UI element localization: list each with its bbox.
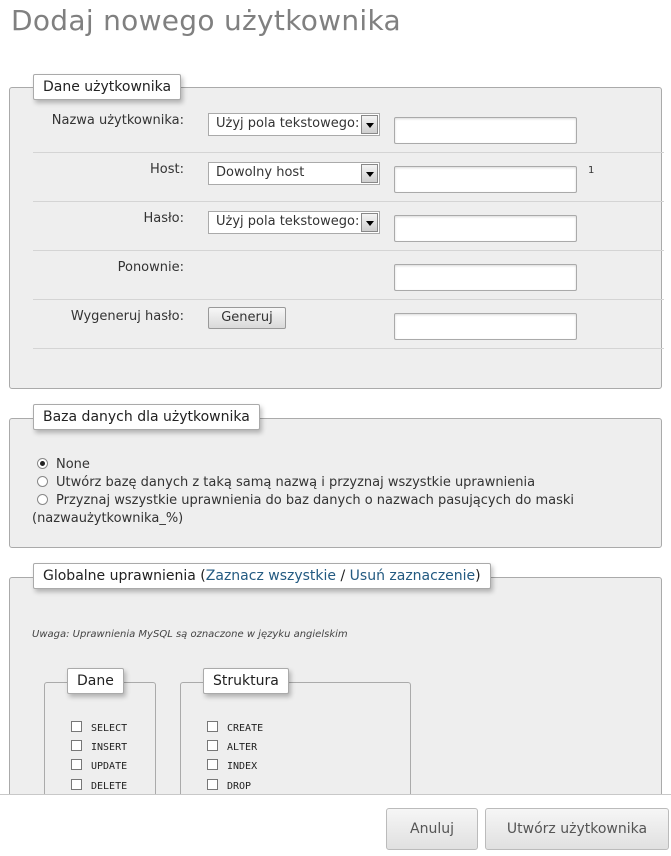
password-input[interactable] — [394, 215, 577, 242]
generate-row — [33, 300, 664, 349]
checkbox-icon[interactable] — [207, 759, 218, 770]
database-fieldset — [9, 418, 662, 548]
generate-label: Wygeneruj hasło: — [70, 309, 184, 324]
checkbox-icon[interactable] — [71, 740, 82, 751]
user-data-legend: Dane użytkownika — [33, 74, 181, 100]
structure-privileges-group — [180, 682, 411, 812]
db-option-grant-mask[interactable]: Przyznaj wszystkie uprawnienia do baz danych o nazwach pasujących do maski — [37, 493, 574, 508]
username-label: Nazwa użytkownika: — [51, 113, 184, 128]
privilege-update[interactable]: UPDATE — [71, 759, 127, 772]
privilege-select[interactable]: SELECT — [71, 721, 127, 734]
host-label: Host: — [150, 162, 184, 177]
host-row — [33, 153, 664, 202]
checkbox-icon[interactable] — [207, 779, 218, 790]
privileges-fieldset — [9, 577, 662, 807]
host-mode-select[interactable] — [208, 162, 380, 185]
password-label: Hasło: — [143, 211, 184, 226]
user-data-fieldset — [9, 87, 662, 389]
chevron-down-icon — [361, 164, 378, 183]
username-row — [33, 104, 664, 153]
checkbox-icon[interactable] — [207, 721, 218, 732]
structure-group-legend: Struktura — [203, 668, 289, 694]
repeat-row — [33, 251, 664, 300]
host-input[interactable] — [394, 166, 577, 193]
username-mode-value: Użyj pola tekstowego: — [216, 116, 360, 131]
host-mode-value: Dowolny host — [216, 165, 305, 180]
privilege-drop[interactable]: DROP — [207, 779, 251, 792]
radio-selected-icon[interactable] — [37, 458, 48, 469]
checkbox-icon[interactable] — [207, 740, 218, 751]
check-all-link[interactable]: Zaznacz wszystkie — [205, 568, 337, 584]
username-mode-select[interactable] — [208, 113, 380, 136]
footer-bar — [0, 794, 671, 856]
password-mode-select[interactable] — [208, 211, 380, 234]
uncheck-all-link[interactable]: Usuń zaznaczenie — [349, 568, 476, 584]
repeat-label: Ponownie: — [117, 260, 184, 275]
checkbox-icon[interactable] — [71, 779, 82, 790]
checkbox-icon[interactable] — [71, 759, 82, 770]
generated-password-input[interactable] — [394, 313, 577, 340]
chevron-down-icon — [361, 115, 378, 134]
database-legend: Baza danych dla użytkownika — [33, 404, 260, 430]
page-title: Dodaj nowego użytkownika — [11, 4, 401, 37]
db-option-create-same-name[interactable]: Utwórz bazę danych z taką samą nazwą i przyznaj wszystkie uprawnienia — [37, 475, 535, 490]
cancel-button[interactable]: Anuluj — [386, 808, 478, 850]
db-option-none[interactable]: None — [37, 457, 90, 472]
radio-icon[interactable] — [37, 494, 48, 505]
password-row — [33, 202, 664, 251]
chevron-down-icon — [361, 213, 378, 232]
password-mode-value: Użyj pola tekstowego: — [216, 214, 360, 229]
generate-password-button[interactable]: Generuj — [208, 307, 286, 329]
privileges-legend: Globalne uprawnienia (Zaznacz wszystkie / Usuń zaznaczenie) — [33, 563, 491, 589]
privilege-create[interactable]: CREATE — [207, 721, 263, 734]
radio-icon[interactable] — [37, 476, 48, 487]
privilege-alter[interactable]: ALTER — [207, 740, 257, 753]
privilege-insert[interactable]: INSERT — [71, 740, 127, 753]
data-privileges-group — [44, 682, 156, 812]
username-input[interactable] — [394, 117, 577, 144]
data-group-legend: Dane — [67, 668, 124, 694]
checkbox-icon[interactable] — [71, 721, 82, 732]
repeat-password-input[interactable] — [394, 264, 577, 291]
privilege-delete[interactable]: DELETE — [71, 779, 127, 792]
db-mask-note: (nazwaużytkownika_%) — [32, 511, 184, 526]
privileges-hint: Uwaga: Uprawnienia MySQL są oznaczone w języku angielskim — [32, 629, 348, 640]
privilege-index[interactable]: INDEX — [207, 759, 257, 772]
create-user-button[interactable]: Utwórz użytkownika — [485, 808, 669, 850]
host-footnote: 1 — [588, 165, 595, 176]
